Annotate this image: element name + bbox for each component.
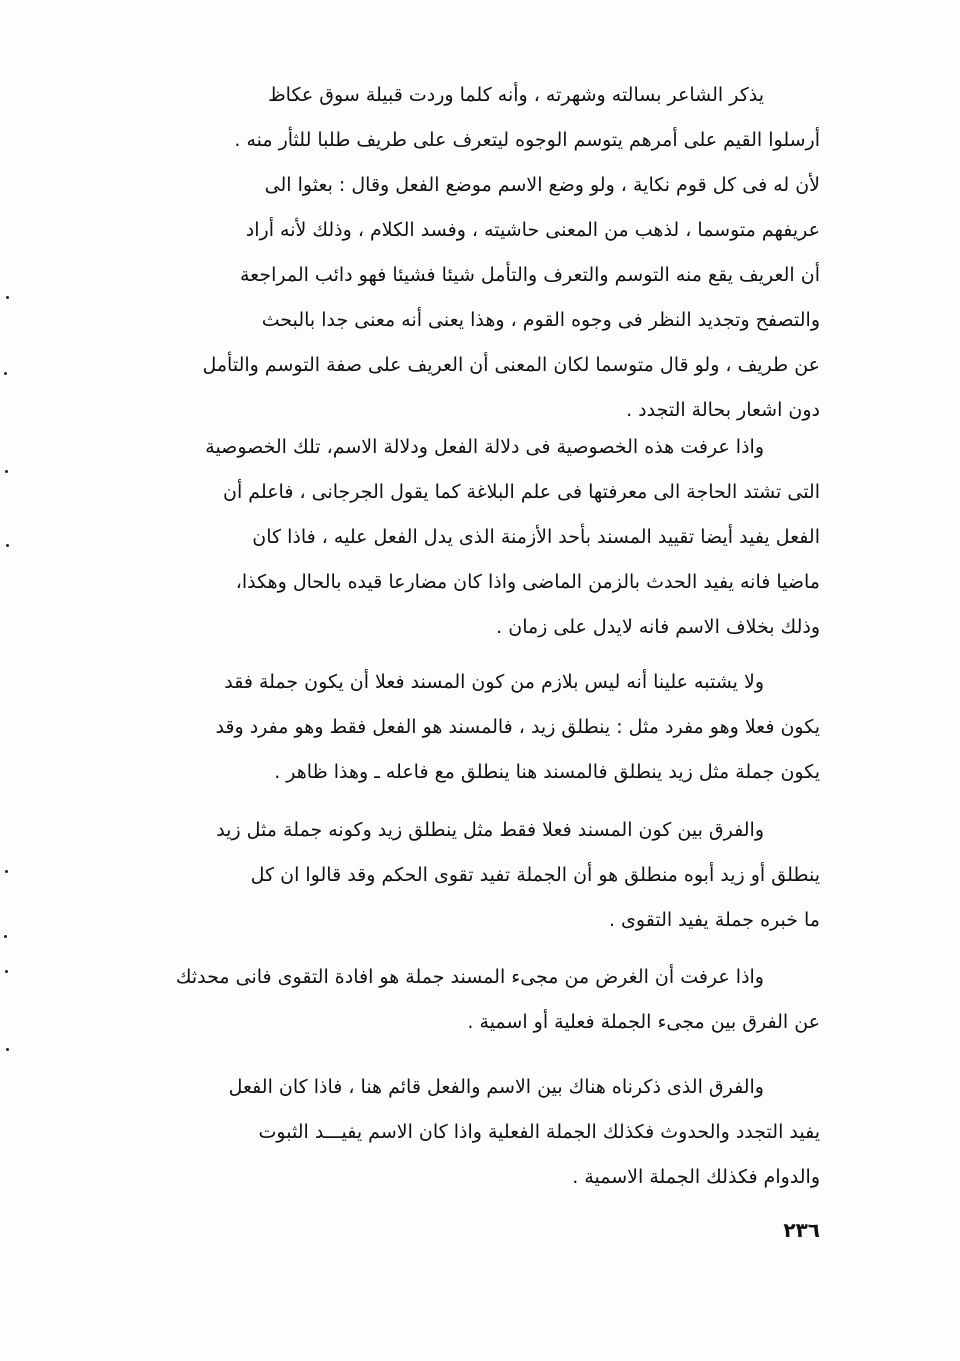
text-line: والفرق بين كون المسند فعلا فقط مثل ينطلق زيد وكونه جملة مثل زيد [216,819,764,841]
scan-speck [5,870,8,873]
text-line: يكون جملة مثل زيد ينطلق فالمسند هنا ينطلق مع فاعله ـ وهذا ظاهر . [274,761,820,783]
text-line: يفيد التجدد والحدوث فكذلك الجملة الفعلية واذا كان الاسم يفيـــد الثبوت [258,1121,820,1143]
paragraph-6 [152,1065,820,1200]
text-line: يذكر الشاعر بسالته وشهرته ، وأنه كلما وردت قبيلة سوق عكاظ [268,84,764,106]
text-line: ماضيا فانه يفيد الحدث بالزمن الماضى واذا كان مضارعا قيده بالحال وهكذا، [235,571,820,593]
text-line: أن العريف يقع منه التوسم والتعرف والتأمل شيئا فشيئا فهو دائب المراجعة [239,264,820,286]
text-line: عريفهم متوسما ، لذهب من المعنى حاشيته ، وفسد الكلام ، وذلك لأنه أراد [245,219,820,241]
text-line: يكون فعلا وهو مفرد مثل : ينطلق زيد ، فالمسند هو الفعل فقط وهو مفرد وقد [215,716,820,738]
text-line: الفعل يفيد أيضا تقييد المسند بأحد الأزمنة الذى يدل الفعل عليه ، فاذا كان [252,526,820,548]
paragraph-5 [152,955,820,1045]
scan-speck [5,970,8,973]
text-line: ما خبره جملة يفيد التقوى . [608,909,820,931]
paragraph-3 [152,660,820,795]
scan-speck [5,470,8,473]
text-line: دون اشعار بحالة التجدد . [626,399,820,421]
text-line: عن الفرق بين مجىء الجملة فعلية أو اسمية . [467,1011,820,1033]
text-line: والفرق الذى ذكرناه هناك بين الاسم والفعل قائم هنا ، فاذا كان الفعل [228,1076,764,1098]
text-line: عن طريف ، ولو قال متوسما لكان المعنى أن العريف على صفة التوسم والتأمل [202,354,820,376]
page-number: ٢٣٦ [783,1218,820,1242]
text-line: التى تشتد الحاجة الى معرفتها فى علم البلاغة كما يقول الجرجانى ، فاعلم أن [222,481,820,503]
text-line: ينطلق أو زيد أبوه منطلق هو أن الجملة تفيد تقوى الحكم وقد قالوا ان كل [250,864,820,886]
text-line: واذا عرفت هذه الخصوصية فى دلالة الفعل ودلالة الاسم، تلك الخصوصية [205,436,764,458]
scan-speck [6,296,9,299]
text-line: ولا يشتبه علينا أنه ليس بلازم من كون المسند فعلا أن يكون جملة فقد [224,671,764,693]
paragraph-1 [152,73,820,433]
text-line: والدوام فكذلك الجملة الاسمية . [572,1166,820,1188]
text-line: وذلك بخلاف الاسم فانه لايدل على زمان . [496,616,820,638]
paragraph-4 [152,808,820,943]
paragraph-2 [152,425,820,650]
scan-speck [6,544,9,547]
scan-speck [6,1048,9,1051]
text-line: واذا عرفت أن الغرض من مجىء المسند جملة هو افادة التقوى فانى محدثك [175,966,764,988]
text-line: والتصفح وتجديد النظر فى وجوه القوم ، وهذا يعنى أنه معنى جدا بالبحث [261,309,820,331]
text-line: لأن له فى كل قوم نكاية ، ولو وضع الاسم موضع الفعل وقال : بعثوا الى [264,174,820,196]
scan-speck [4,372,7,375]
scan-speck [4,935,7,938]
text-line: أرسلوا القيم على أمرهم يتوسم الوجوه ليتعرف على طريف طلبا للثأر منه . [234,129,820,151]
